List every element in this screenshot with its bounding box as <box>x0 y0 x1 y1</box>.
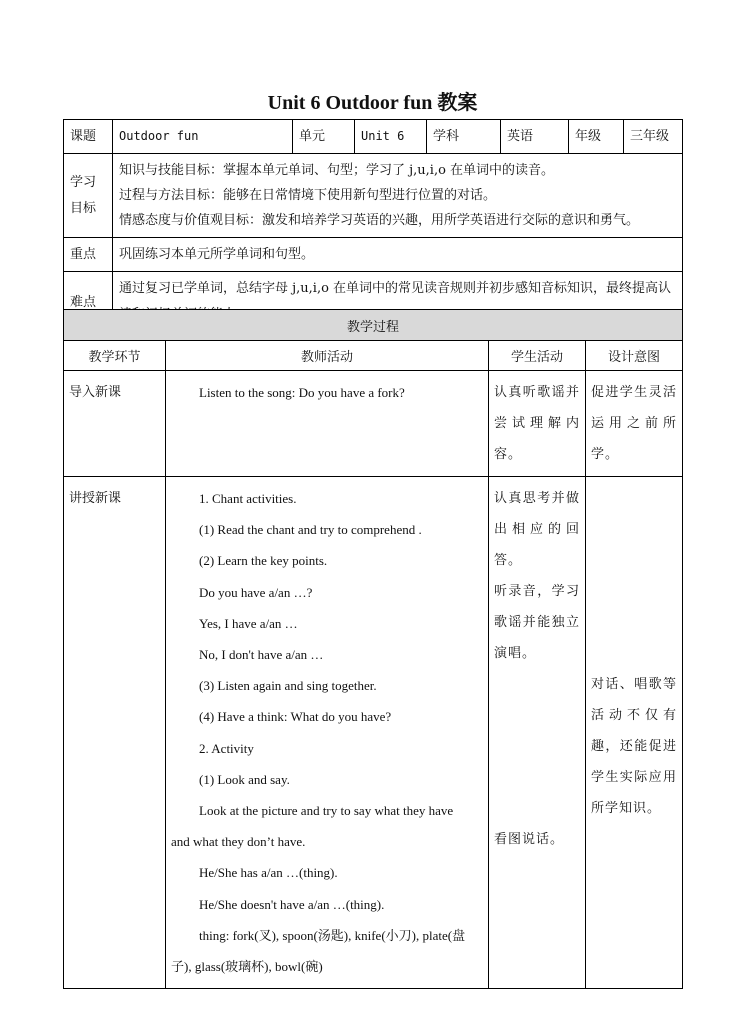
teacher-line: Listen to the song: Do you have a fork? <box>199 385 405 400</box>
teacher-line: and what they don’t have. <box>171 834 306 850</box>
topic-value: Outdoor fun <box>113 120 293 154</box>
header-intent: 设计意图 <box>586 341 683 371</box>
grade-value: 三年级 <box>624 120 683 154</box>
subject-value: 英语 <box>501 120 569 154</box>
process-table <box>63 309 683 989</box>
teacher-line: He/She doesn't have a/an …(thing). <box>199 896 385 912</box>
goal-line: 过程与方法目标：能够在日常情境下使用新句型进行位置的对话。 <box>119 188 497 203</box>
teacher-line: (1) Read the chant and try to comprehend . <box>199 522 422 538</box>
teacher-line: (2) Learn the key points. <box>199 553 328 569</box>
unit-value: Unit 6 <box>355 120 427 154</box>
goals-text <box>113 154 683 238</box>
student-activity-part: 认真思考并做出相应的回答。 <box>494 491 580 568</box>
teacher-line: He/She has a/an …(thing). <box>199 865 338 881</box>
teacher-line: Look at the picture and try to say what they have <box>199 803 454 819</box>
teacher-activity-new-lesson <box>166 477 489 989</box>
teacher-line: Do you have a/an …? <box>199 584 313 600</box>
teacher-line: (3) Listen again and sing together. <box>199 678 377 694</box>
header-teacher: 教师活动 <box>166 341 489 371</box>
student-activity-part: 看图说话。 <box>494 832 565 847</box>
stage-new-lesson: 讲授新课 <box>64 477 166 989</box>
difficulties-label: 难点 <box>64 272 113 333</box>
header-stage: 教学环节 <box>64 341 166 371</box>
difficulties-text: 通过复习已学单词，总结字母 j,u,i,o 在单词中的常见读音规则并初步感知音标知识，最终提高认 <box>113 272 683 333</box>
student-activity-intro: 认真听歌谣并尝试理解内容。 <box>489 371 586 477</box>
topic-label: 课题 <box>64 120 113 154</box>
goals-label: 学习目标 <box>64 154 113 238</box>
teacher-line: No, I don't have a/an … <box>199 647 324 663</box>
teacher-line: Yes, I have a/an … <box>199 615 298 631</box>
goal-line: 情感态度与价值观目标：激发和培养学习英语的兴趣，用所学英语进行交际的意识和勇气。 <box>119 213 640 228</box>
key-points-text: 巩固练习本单元所学单词和句型。 <box>113 238 683 272</box>
key-points-label: 重点 <box>64 238 113 272</box>
student-activity-new-lesson <box>489 477 586 989</box>
student-activity-part: 听录音，学习歌谣并能独立演唱。 <box>494 584 580 661</box>
teacher-line: thing: fork(叉), spoon(汤匙), knife(小刀), plate(盘 <box>199 927 466 943</box>
design-intent-intro: 促进学生灵活运用之前所学。 <box>586 371 683 477</box>
teacher-activity-intro <box>166 371 489 477</box>
teacher-line: (1) Look and say. <box>199 771 290 787</box>
subject-label: 学科 <box>427 120 501 154</box>
teacher-line: 2. Activity <box>199 740 254 756</box>
header-student: 学生活动 <box>489 341 586 371</box>
teacher-line: 子), glass(玻璃杯), bowl(碗) <box>171 959 323 975</box>
goal-line: 知识与技能目标：掌握本单元单词、句型；学习了 j,u,i,o 在单词中的读音。 <box>119 163 555 178</box>
stage-intro: 导入新课 <box>64 371 166 477</box>
grade-label: 年级 <box>569 120 624 154</box>
teacher-line: 1. Chant activities. <box>199 491 297 506</box>
design-intent-text: 对话、唱歌等活动不仅有趣，还能促进学生实际应用所学知识。 <box>591 677 678 816</box>
process-band-label: 教学过程 <box>64 310 683 341</box>
page-title: Unit 6 Outdoor fun 教案 <box>267 92 478 114</box>
unit-label: 单元 <box>293 120 355 154</box>
info-table <box>63 119 683 333</box>
teacher-line: (4) Have a think: What do you have? <box>199 709 392 725</box>
design-intent-new-lesson <box>586 477 683 989</box>
